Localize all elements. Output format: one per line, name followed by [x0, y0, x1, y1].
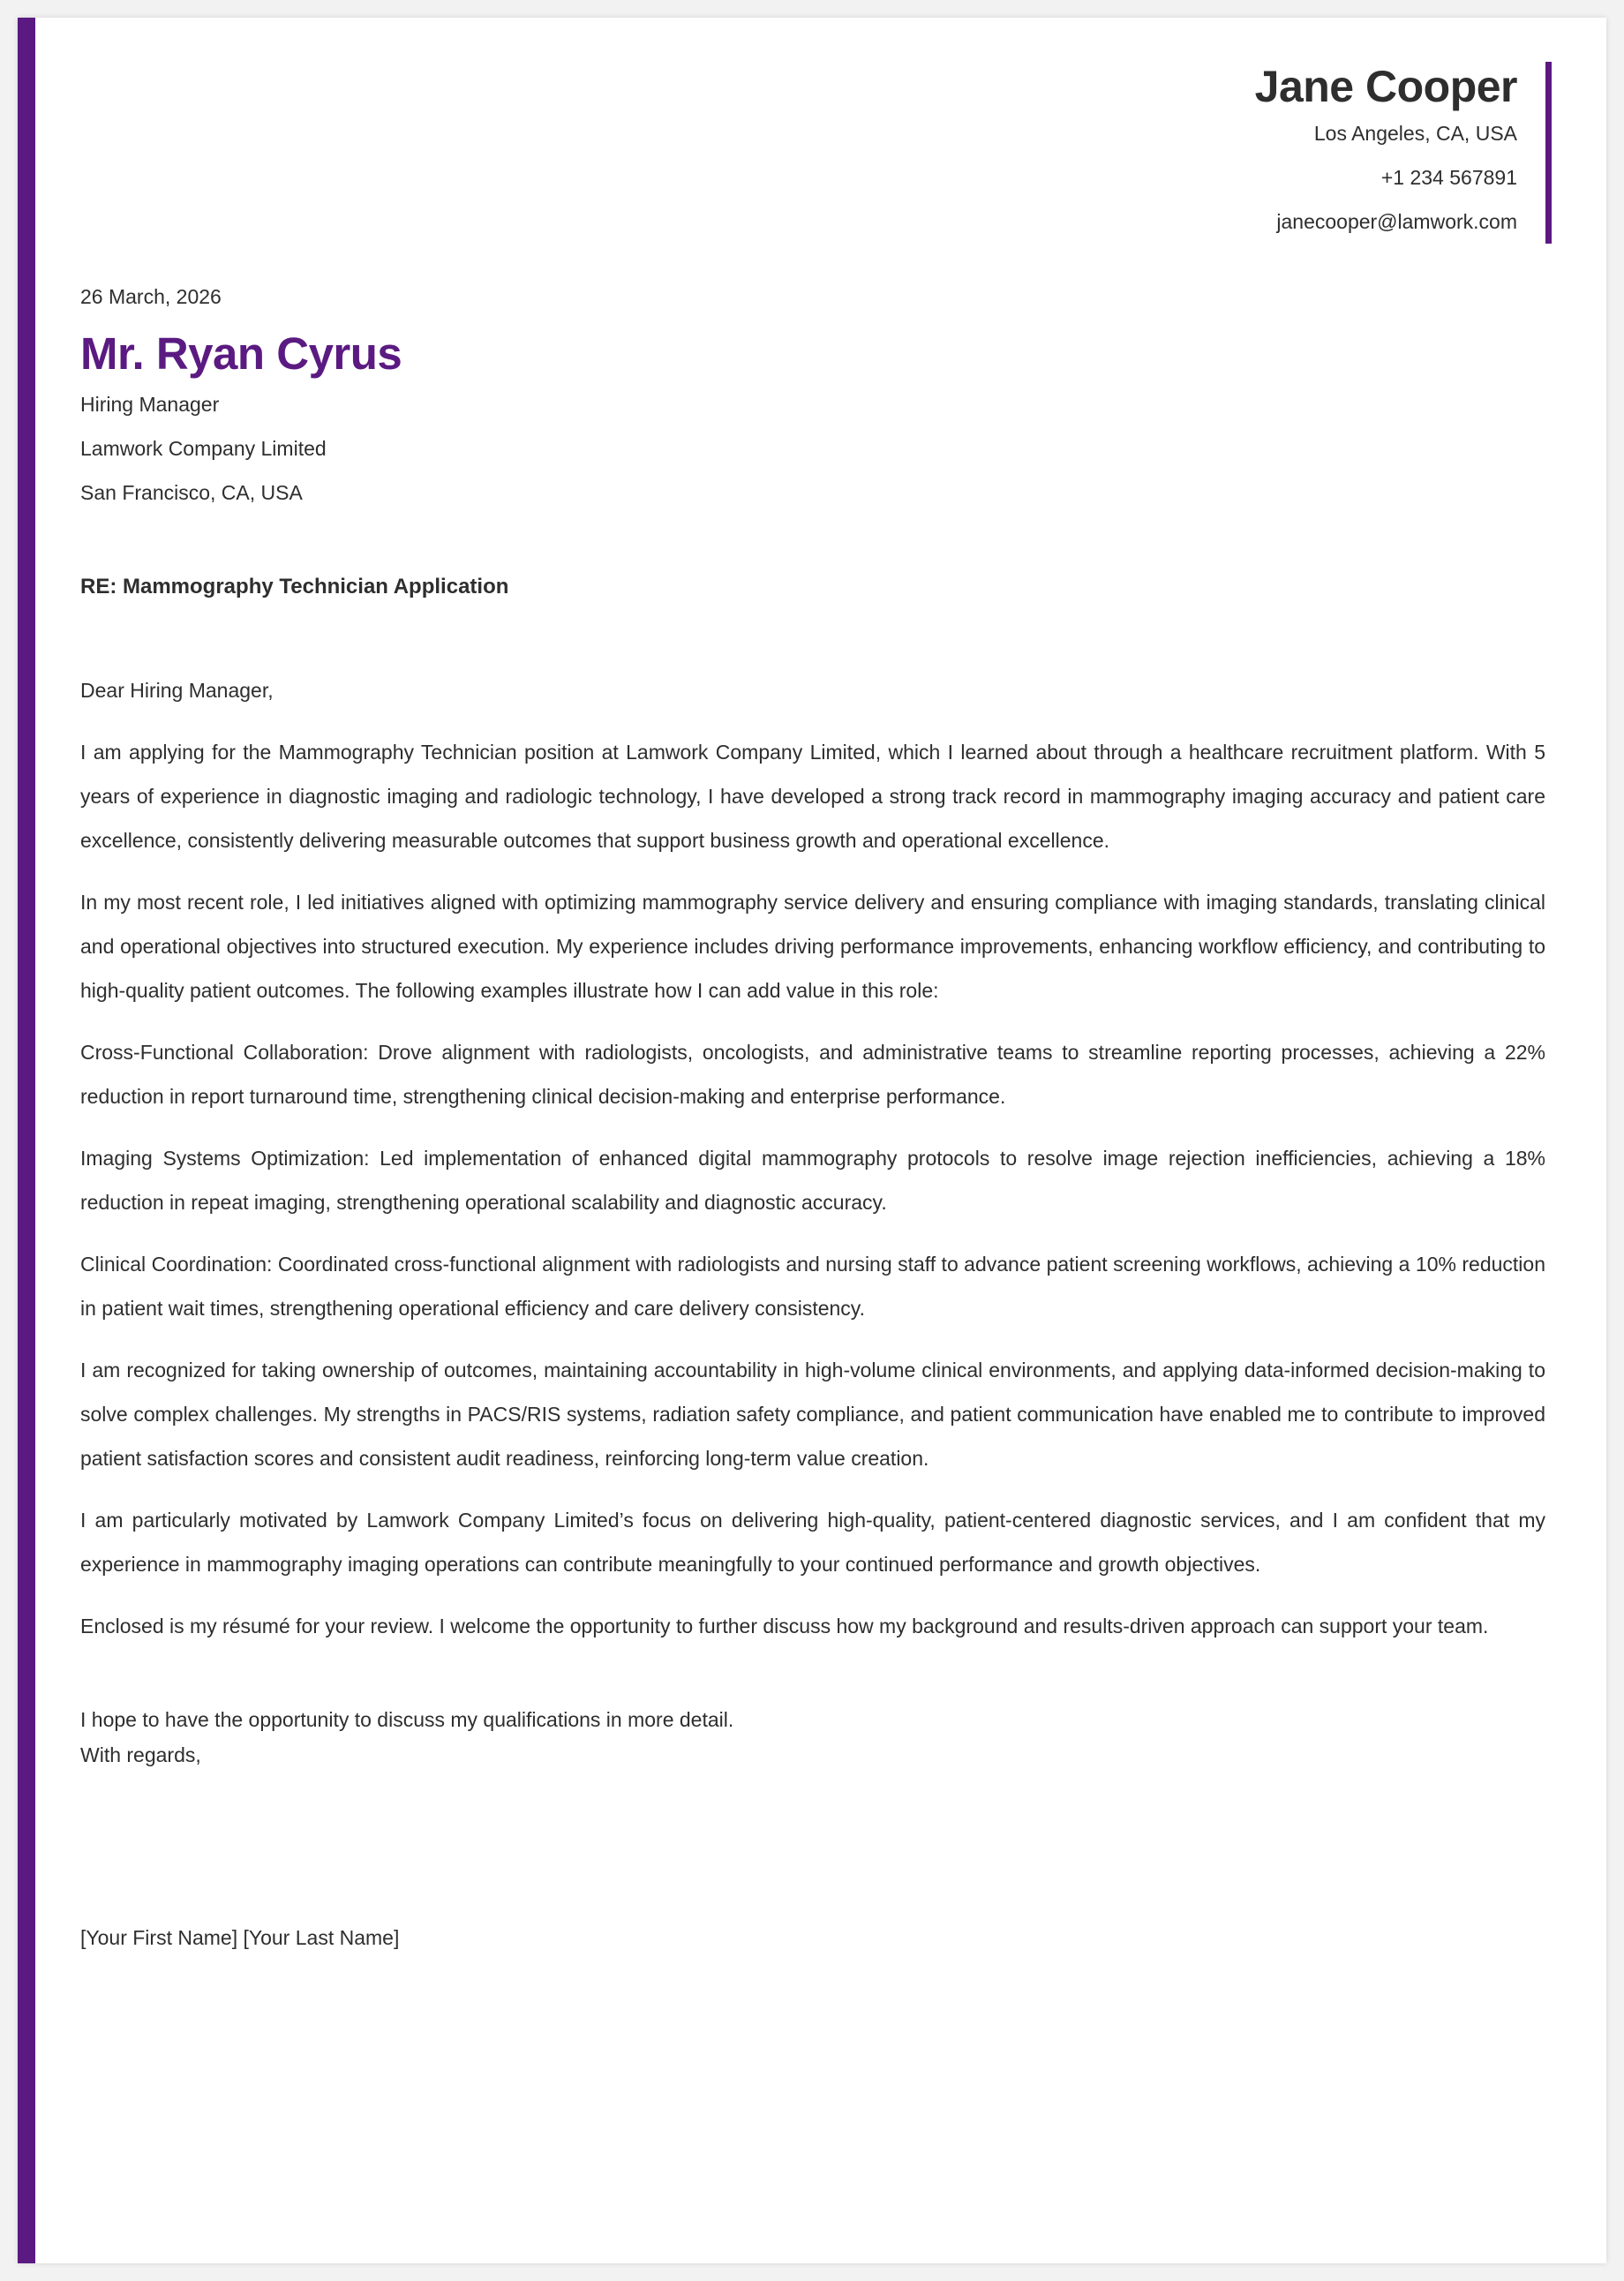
body-paragraph: I am particularly motivated by Lamwork Company Limited’s focus on delivering high-quality, patient-centered diagnostic services, and I am confident that my experience in mammography imaging operations can contribute meaningfully to your continued performance and growth objectives. — [80, 1509, 1545, 1576]
subject-line: RE: Mammography Technician Application — [80, 575, 509, 598]
sender-phone: +1 234 567891 — [1380, 166, 1517, 189]
body-paragraph: Cross-Functional Collaboration: Drove alignment with radiologists, oncologists, and administrative teams to streamline reporting processes, achieving a 22% reduction in report turnaround time, strengthening clinical decision-making and enterprise performance. — [80, 1041, 1545, 1108]
sender-name: Jane Cooper — [1254, 62, 1517, 111]
body-paragraph: Enclosed is my résumé for your review. I welcome the opportunity to further discuss how my background and results-driven approach can support your team. — [80, 1615, 1489, 1637]
letter-date: 26 March, 2026 — [80, 285, 222, 308]
body-paragraph: I am applying for the Mammography Technician position at Lamwork Company Limited, which I learned about through a healthcare recruitment platform. With 5 years of experience in diagnostic imaging and radiologic technology, I have developed a strong track record in mammography imaging accuracy and patient care excellence, consistently delivering measurable outcomes that support business growth and operational excellence. — [80, 741, 1545, 852]
sender-header — [1255, 62, 1552, 244]
sender-email: janecooper@lamwork.com — [1276, 210, 1517, 233]
body-paragraph: Imaging Systems Optimization: Led implementation of enhanced digital mammography protocols to resolve image rejection inefficiencies, achieving a 18% reduction in repeat imaging, strengthening operational scalability and diagnostic accuracy. — [80, 1147, 1545, 1214]
closing-block — [80, 1702, 733, 1773]
salutation: Dear Hiring Manager, — [80, 679, 274, 702]
body-paragraph: I am recognized for taking ownership of outcomes, maintaining accountability in high-volume clinical environments, and applying data-informed decision-making to solve complex challenges. My strengths in PACS/RIS systems, radiation safety compliance, and patient communication have enabled me to contribute to improved patient satisfaction scores and consistent audit readiness, reinforcing long-term value creation. — [80, 1359, 1545, 1470]
recipient-location: San Francisco, CA, USA — [80, 481, 303, 504]
recipient-title: Hiring Manager — [80, 393, 220, 416]
closing-regards: With regards, — [80, 1743, 201, 1766]
letter-body — [80, 668, 1545, 1666]
recipient-details — [80, 382, 327, 515]
closing-line: I hope to have the opportunity to discuss my qualifications in more detail. — [80, 1708, 734, 1731]
letter-page — [18, 18, 1606, 2263]
body-paragraph: In my most recent role, I led initiatives aligned with optimizing mammography service delivery and ensuring compliance with imaging standards, translating clinical and operational objectives into structured execution. My experience includes driving performance improvements, enhancing workflow efficiency, and contributing to high-quality patient outcomes. The following examples illustrate how I can add value in this role: — [80, 891, 1545, 1002]
recipient-name: Mr. Ryan Cyrus — [80, 328, 402, 379]
sender-location: Los Angeles, CA, USA — [1313, 122, 1517, 145]
signature-name: [Your First Name] [Your Last Name] — [80, 1926, 400, 1949]
recipient-company: Lamwork Company Limited — [80, 437, 327, 460]
body-paragraph: Clinical Coordination: Coordinated cross-functional alignment with radiologists and nursing staff to advance patient screening workflows, achieving a 10% reduction in patient wait times, strengthening operational efficiency and care delivery consistency. — [80, 1253, 1545, 1320]
accent-bar — [18, 18, 35, 2263]
